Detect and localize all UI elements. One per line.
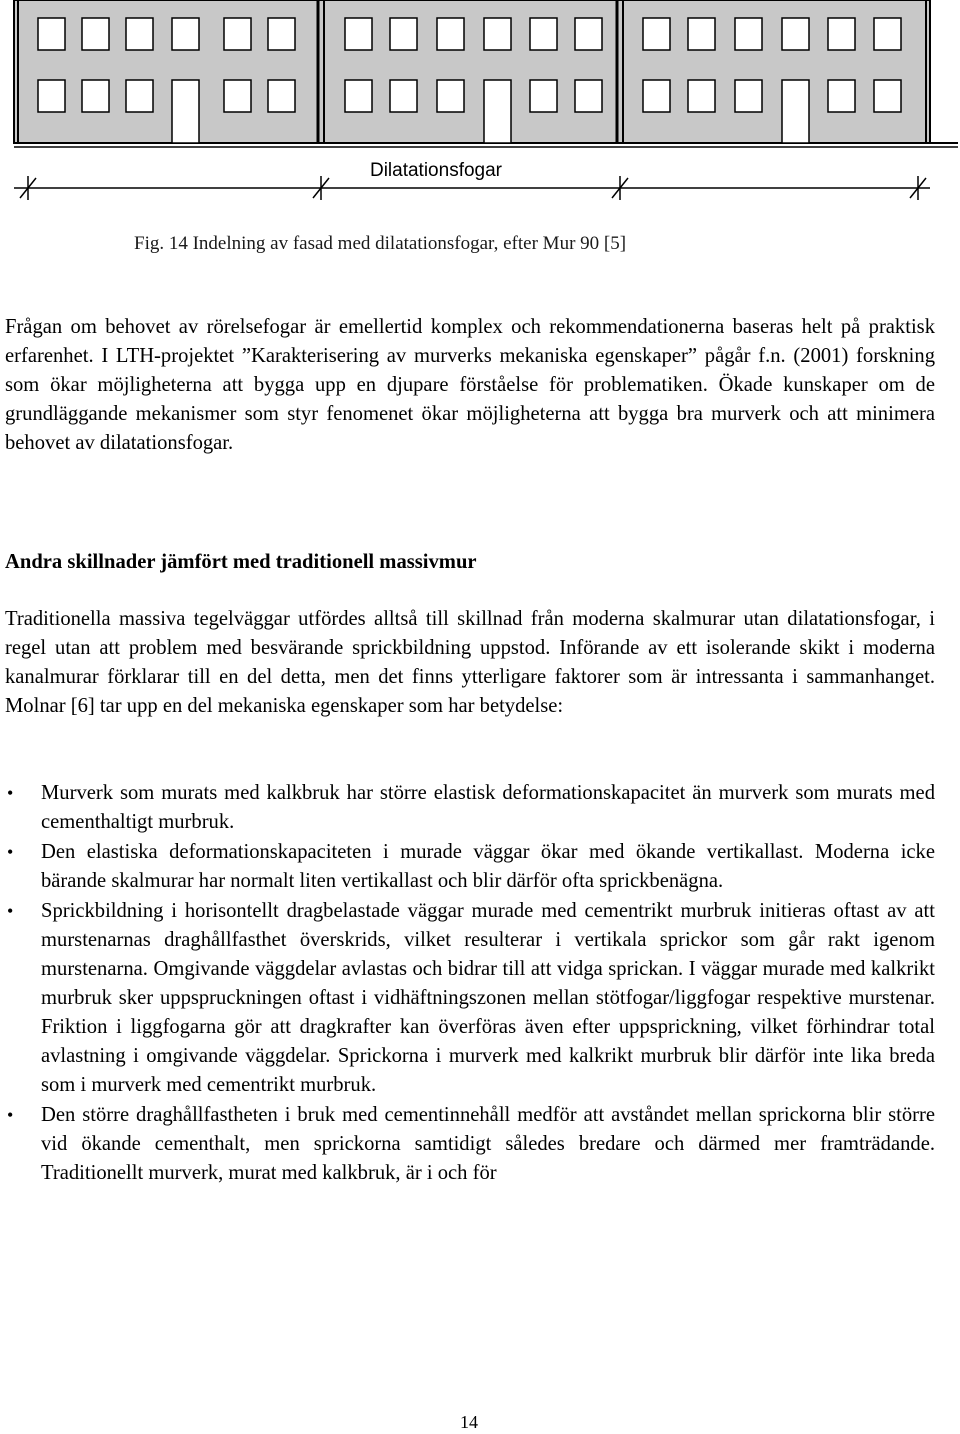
window-upper (530, 18, 557, 50)
list-item-text: Den elastiska deformationskapaciteten i murade väggar ökar med ökande vertikallast. Moderna icke bärande skalmurar har normalt liten vertikallast och blir därför ofta sprickbenägna. (41, 841, 935, 892)
window-upper (82, 18, 109, 50)
window-lower (224, 80, 251, 112)
window-lower (268, 80, 295, 112)
window-upper (643, 18, 670, 50)
bullet-icon: • (7, 783, 14, 803)
window-lower (828, 80, 855, 112)
window-upper (782, 18, 809, 50)
list-item-text: Murverk som murats med kalkbruk har större elastisk deformationskapacitet än murverk som murats med cementhaltigt murbruk. (41, 782, 935, 833)
window-upper (874, 18, 901, 50)
window-lower (643, 80, 670, 112)
window-upper (575, 18, 602, 50)
list-item-text: Den större draghållfastheten i bruk med cementinnehåll medför att avståndet mellan sprickorna blir större vid ökande cementhalt, men sprickorna samtidigt således bredare och därmed mer framträdande. Traditionellt murverk, murat med kalkbruk, är i och för (41, 1104, 935, 1184)
list-item-text: Sprickbildning i horisontellt dragbelastade väggar murade med cementrikt murbruk initieras oftast av att murstenarnas draghållfasthet överskrids, vilket resulterar i vertikala sprickor som går rakt igenom murstenarna. Omgivande väggdelar avlastas och bidrar till att vidga sprickan. I väggar murade med kalkrikt murbruk sker uppspruckningen oftast i vidhäftningszonen mellan stötfogar/liggfogar respektive murstenar. Friktion i liggfogarna gör att dragkrafter kan överföras även efter uppsprickning, vilket förhindrar total avlastning i omgivande väggdelar. Sprickorna i murverk med kalkrikt murbruk blir därför inte lika breda som i murverk med cementrikt murbruk. (41, 900, 935, 1096)
figure-label: Dilatationsfogar (369, 160, 503, 181)
window-upper (172, 18, 199, 50)
section-heading: Andra skillnader jämfört med traditionell massivmur (5, 551, 477, 573)
facade-figure (0, 0, 960, 215)
window-lower (126, 80, 153, 112)
window-upper (126, 18, 153, 50)
bullet-list (5, 779, 935, 1189)
list-item (5, 897, 935, 1100)
window-lower (530, 80, 557, 112)
paragraph-1: Frågan om behovet av rörelsefogar är emellertid komplex och rekommendationerna baseras helt på praktisk erfarenhet. I LTH-projektet ”Karakterisering av murverks mekaniska egenskaper” pågår f.n. (2001) forskning som ökar möjligheterna att bygga upp en djupare förståelse för problematiken. Ökade kunskaper om de grundläggande mekanismer som styr fenomenet ökar möjligheterna att bygga bra murverk och att minimera behovet av dilatationsfogar. (5, 316, 935, 454)
list-item (5, 838, 935, 896)
list-item (5, 779, 935, 837)
window-upper (484, 18, 511, 50)
door (782, 80, 809, 143)
window-lower (437, 80, 464, 112)
window-upper (828, 18, 855, 50)
window-lower (390, 80, 417, 112)
page-number: 14 (460, 1412, 478, 1432)
window-upper (437, 18, 464, 50)
window-lower (345, 80, 372, 112)
window-lower (575, 80, 602, 112)
window-upper (268, 18, 295, 50)
bullet-icon: • (7, 1105, 14, 1125)
window-lower (688, 80, 715, 112)
bullet-icon: • (7, 842, 14, 862)
window-upper (345, 18, 372, 50)
paragraph-2: Traditionella massiva tegelväggar utfördes alltså till skillnad från moderna skalmurar utan dilatationsfogar, i regel utan att problem med besvärande sprickbildning uppstod. Införande av ett isolerande skikt i moderna kanalmurar förklarar till en del detta, men det finns ytterligare faktorer som är intressanta i sammanhanget. Molnar [6] tar upp en del mekaniska egenskaper som har betydelse: (5, 608, 935, 717)
window-lower (82, 80, 109, 112)
list-item (5, 1101, 935, 1188)
figure-caption: Fig. 14 Indelning av fasad med dilatationsfogar, efter Mur 90 [5] (134, 233, 627, 254)
window-upper (390, 18, 417, 50)
window-upper (688, 18, 715, 50)
window-upper (38, 18, 65, 50)
bullet-icon: • (7, 901, 14, 921)
door (172, 80, 199, 143)
door (484, 80, 511, 143)
window-upper (224, 18, 251, 50)
window-lower (38, 80, 65, 112)
window-lower (874, 80, 901, 112)
window-upper (735, 18, 762, 50)
window-lower (735, 80, 762, 112)
